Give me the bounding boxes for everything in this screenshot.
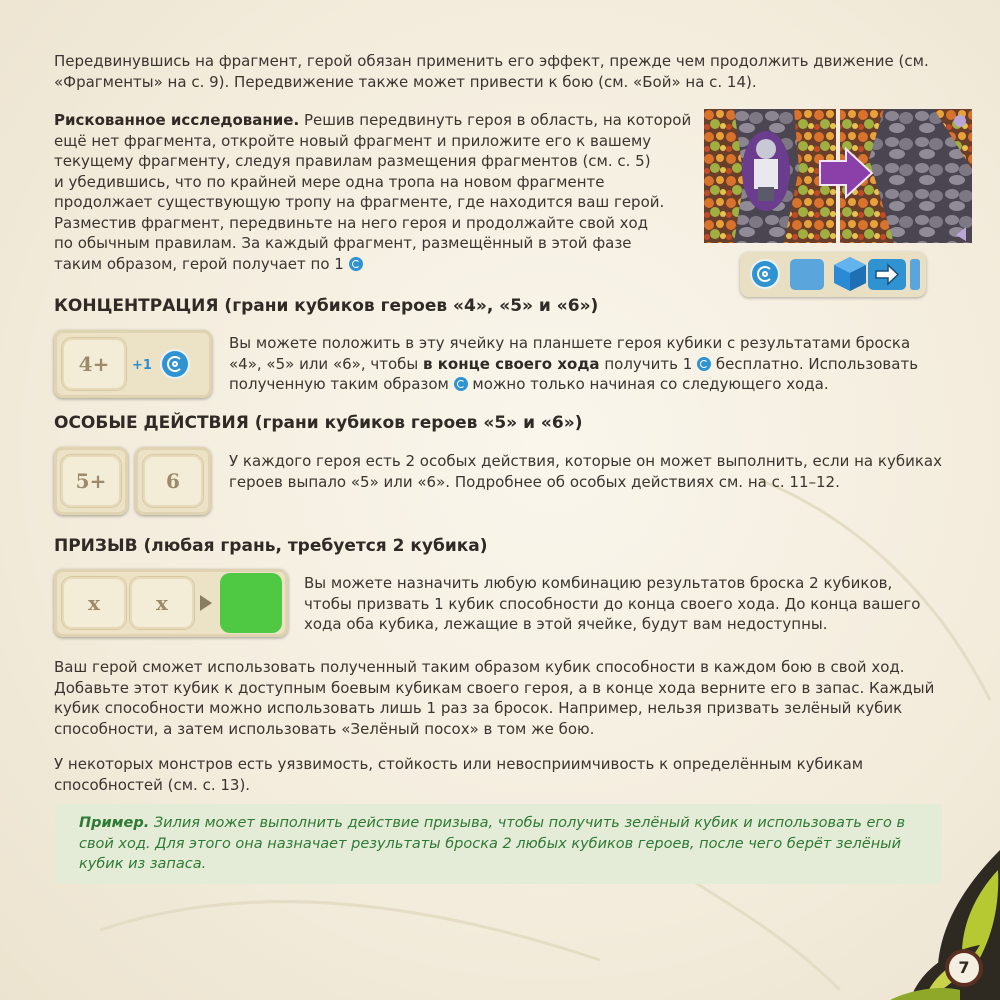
page-number: 7 [945,949,983,987]
tile-corner-marker [954,115,966,127]
bonus-label: +1 [132,358,152,373]
die-label-any-2: x [156,591,168,615]
hero-figure [742,131,790,211]
special-actions-title: ОСОБЫЕ ДЕЙСТВИЯ [54,413,249,433]
summon-text: Вы можете назначить любую комбинацию результатов броска 2 кубиков, чтобы призвать 1 кубик способности до конца своего хода. До конца вашего хода оба кубика, лежащие в этой ячейке, будут вам недоступны. [304,574,921,633]
die-slot-any-2 [130,577,194,629]
spiral-token-icon [454,377,468,391]
summon-subtitle: (любая грань, требуется 2 кубика) [143,536,488,556]
concentration-text-line-1: Вы можете положить в эту ячейку на планшете героя кубики с результатами броска [229,334,911,352]
example-text [79,813,929,875]
monsters-paragraph: У некоторых монстров есть уязвимость, стойкость или невосприимчивость к определённым кубикам способностей (см. с. 13). [54,755,864,794]
spiral-token-icon [697,357,711,371]
example-label: Пример. [79,815,150,831]
risky-line-4: и убедившись, что по крайней мере одна тропа на новом фрагменте [54,172,605,191]
die-label-4plus: 4+ [78,352,110,376]
risky-title: Рискованное исследование. [54,111,300,129]
concentration-text-line-3a: полученную таким образом [229,375,449,393]
blue-cell [790,259,824,290]
risky-exploration-paragraph [54,110,704,274]
concentration-text-line-3b: можно только начиная со следующего хода. [467,375,829,393]
green-ability-die [220,573,282,633]
blue-cell-edge [910,259,920,290]
die-slot-4plus [62,338,126,390]
risky-line-1: Решив передвинуть героя в область, на которой [303,111,692,129]
summon-heading [54,535,488,557]
concentration-title: КОНЦЕНТРАЦИЯ [54,296,219,316]
summon-rules-paragraph: Ваш герой сможет использовать полученный таким образом кубик способности в каждом бою в свой ход. Добавьте этот кубик к доступным боевым кубикам своего героя, а в конце хода верните его в запас. Каждый кубик способности можно использовать лишь 1 раз за бросок. Например, нельзя призвать зелёный кубик способности, а затем использовать «Зелёный посох» в том же бою. [54,658,935,738]
example-box [55,804,942,884]
risky-line-2: ещё нет фрагмента, откройте новый фрагмент и приложите его к вашему [54,131,652,150]
concentration-text-line-2d: бесплатно. Использовать [711,354,919,373]
arrow-right-icon [868,259,906,290]
concentration-text-line-2c: получить 1 [599,354,693,373]
concentration-text-line-2a: «4», «5» или «6», чтобы [229,354,424,373]
risky-line-7: по обычным правилам. За каждый фрагмент, размещённый в этой фазе [54,234,632,252]
concentration-cell [54,330,212,398]
risky-line-6: Разместив фрагмент, передвиньте на него героя и продолжайте свой ход [54,213,649,232]
summon-cell [54,569,288,637]
die-slot-5plus [61,455,121,507]
tile-placement-illustration [704,109,972,243]
special-action-cell-2 [135,447,211,515]
risky-line-3: текущему фрагменту, следуя правилам размещения фрагментов (см. с. 5) [54,152,651,170]
die-slot-6 [143,455,203,507]
special-actions-subtitle: (грани кубиков героев «5» и «6») [254,413,583,433]
risky-line-5: продолжает существующую тропу на фрагменте, где находится ваш герой. [54,193,665,211]
action-track-strip [740,252,926,297]
die-label-6: 6 [166,469,180,493]
die-slot-any-1 [62,577,126,629]
blue-cube-icon [830,254,870,294]
special-action-cell-1 [54,447,128,515]
intro-paragraph: Передвинувшись на фрагмент, герой обязан применить его эффект, прежде чем продолжить движение (см. «Фрагменты» на с. 9). Передвижение также может привести к бою (см. «Бой» на с. 14). [54,52,929,91]
concentration-heading [54,295,598,317]
special-actions-heading [54,412,582,434]
concentration-emphasis: в конце своего хода [423,354,600,373]
special-actions-text: У каждого героя есть 2 особых действия, которые он может выполнить, если на кубиках героев выпало «5» или «6». Подробнее об особых действиях см. на с. 11–12. [229,452,942,491]
risky-line-8: таким образом, герой получает по 1 [54,254,344,273]
triangle-arrow-icon [198,593,214,613]
die-label-any-1: x [88,591,100,615]
spiral-icon [752,261,778,287]
move-arrow-cell [868,259,906,290]
spiral-icon [162,351,188,377]
summon-title: ПРИЗЫВ [54,536,138,556]
concentration-subtitle: (грани кубиков героев «4», «5» и «6») [224,296,599,316]
concentration-text [229,333,949,395]
spiral-token-icon [349,257,363,271]
example-body: Зилия может выполнить действие призыва, чтобы получить зелёный кубик и использовать его в свой ход. Для этого она назначает результаты броска 2 любых кубиков героев, после чего берёт зелёный кубик из запаса. [79,815,906,872]
die-label-5plus: 5+ [75,469,107,493]
